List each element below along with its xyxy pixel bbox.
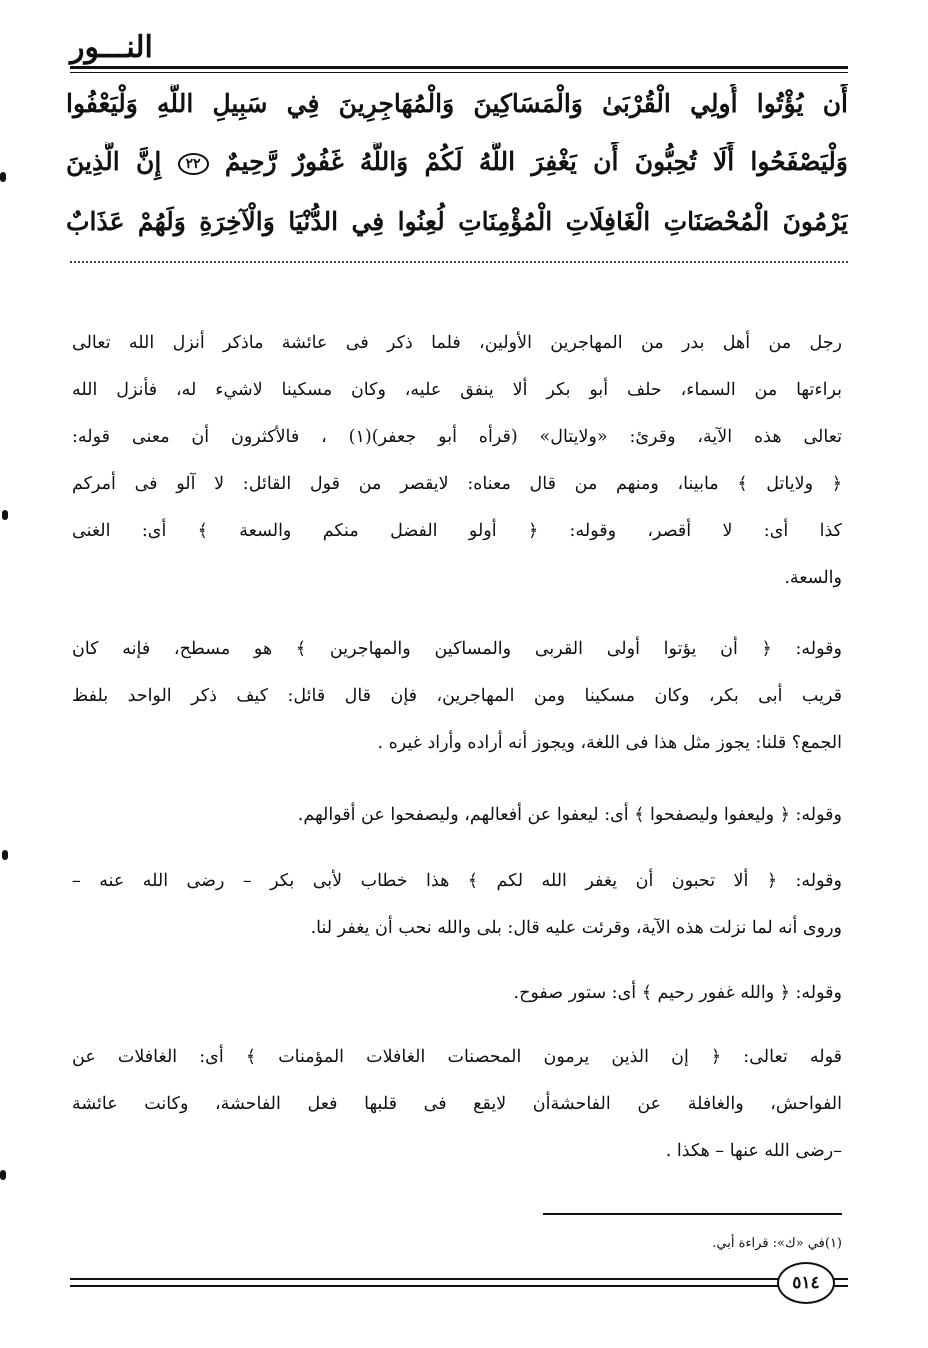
commentary-paragraph-6 [72,1034,842,1175]
header-rule-thick [70,66,848,69]
quran-line-2-text: وَلْيَصْفَحُوا أَلَا تُحِبُّونَ أَن يَغْفِرَ اللَّهُ لَكُمْ وَاللَّهُ غَفُورٌ رَّحِيمٌ [224,147,848,176]
commentary-paragraph-1 [72,320,842,602]
footnote: (١)في «ك»: قراءة أبي. [712,1236,842,1251]
text-line: تعالى هذه الآية، وقرئ: «ولايتال» (قرأه أبو جعفر)(١) ، فالأكثرون أن معنى قوله: [72,427,842,447]
scan-mark [0,172,6,182]
text-line: ﴿ ولاياتل ﴾ مابينا، ومنهم من قال معناه: لايقصر من قول القائل: لا آلو فى أمركم [72,474,842,494]
chapter-title: النـــور [70,30,153,65]
page-number: ٥١٤ [777,1262,835,1304]
footer-rule-bottom [70,1285,848,1287]
quran-line-2 [66,142,848,186]
text-line: وقوله: ﴿ والله غفور رحيم ﴾ أى: ستور صفوح. [513,983,842,1003]
scan-mark [2,510,8,520]
text-line: وروى أنه لما نزلت هذه الآية، وقرئت عليه قال: بلى والله نحب أن يغفر لنا. [310,918,842,938]
quran-line-2-continuation: إِنَّ الَّذِينَ [66,147,162,176]
text-line: قوله تعالى: ﴿ إن الذين يرمون المحصنات الغافلات المؤمنات ﴾ أى: الغافلات عن [72,1047,842,1067]
quran-line-1: أَن يُؤْتُوا أُولِي الْقُرْبَىٰ وَالْمَسَاكِينَ وَالْمُهَاجِرِينَ فِي سَبِيلِ اللَّهِ وَلْيَعْفُوا [66,89,848,118]
text-line: رجل من أهل بدر من المهاجرين الأولين، فلما ذكر فى عائشة ماذكر أنزل الله تعالى [72,333,842,353]
text-line: الفواحش، والغافلة عن الفاحشةأن لايقع فى قلبها فعل الفاحشة، وكانت عائشة [72,1094,842,1114]
text-line: الجمع؟ قلنا: يجوز مثل هذا فى اللغة، ويجوز أنه أراده وأراد غيره . [377,733,842,753]
text-line: وقوله: ﴿ أن يؤتوا أولى القربى والمساكين والمهاجرين ﴾ هو مسطح، فإنه كان [72,639,842,659]
commentary-paragraph-5 [72,970,842,1017]
header-rule-thin [70,72,848,73]
footnote-rule [543,1213,842,1215]
scan-mark [2,850,8,860]
quran-separator [70,261,848,263]
text-line: –رضى الله عنها – هكذا . [665,1141,842,1161]
text-line: كذا أى: لا أقصر، وقوله: ﴿ أولو الفضل منكم والسعة ﴾ أى: الغنى [72,521,842,541]
text-line: قريب أبى بكر، وكان مسكينا ومن المهاجرين، فإن قال قائل: كيف ذكر الواحد بلفظ [72,686,842,706]
text-line: والسعة. [784,568,842,588]
quran-line-3: يَرْمُونَ الْمُحْصَنَاتِ الْغَافِلَاتِ الْمُؤْمِنَاتِ لُعِنُوا فِي الدُّنْيَا وَالْآخِرَةِ وَلَهُمْ عَذَابٌ [66,207,848,236]
scan-mark [0,1170,6,1180]
text-line: وقوله: ﴿ ألا تحبون أن يغفر الله لكم ﴾ هذا خطاب لأبى بكر – رضى الله عنه – [72,871,842,891]
footer-rule-top [70,1278,848,1280]
text-line: وقوله: ﴿ وليعفوا وليصفحوا ﴾ أى: ليعفوا عن أفعالهم، وليصفحوا عن أقوالهم. [297,805,842,825]
commentary-paragraph-2 [72,626,842,767]
text-line: براءتها من السماء، حلف أبو بكر ألا ينفق عليه، وكان مسكينا لاشيء له، فأنزل الله [72,380,842,400]
commentary-paragraph-4 [72,858,842,952]
commentary-paragraph-3 [72,792,842,839]
ayah-number-marker: ٢٢ [178,153,209,175]
